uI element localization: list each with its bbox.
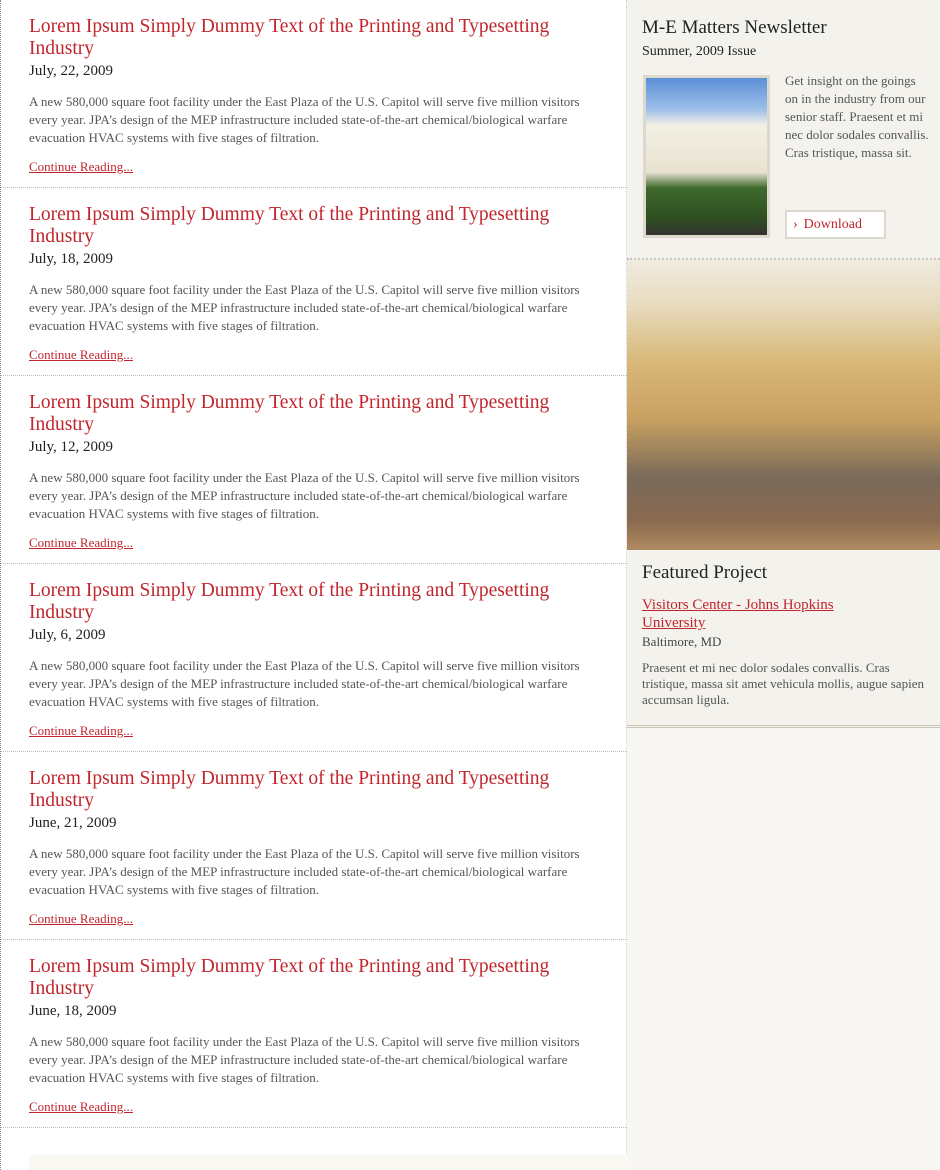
article-date: July, 12, 2009 bbox=[29, 439, 114, 455]
article bbox=[1, 752, 626, 940]
article bbox=[1, 188, 626, 376]
continue-reading-link[interactable]: Continue Reading... bbox=[29, 347, 133, 362]
featured-project-panel bbox=[627, 550, 940, 728]
featured-location: Baltimore, MD bbox=[642, 634, 722, 649]
article bbox=[1, 564, 626, 752]
featured-project-link[interactable]: Visitors Center - Johns Hopkins University bbox=[642, 597, 834, 631]
article-summary: A new 580,000 square foot facility under the East Plaza of the U.S. Capitol will serve five million visitors every year. JPA’s design of the MEP infrastructure included state-of-the-art chemical/biological warfare evacuation HVAC systems with five stages of filtration. bbox=[29, 94, 580, 145]
download-button[interactable] bbox=[785, 210, 886, 239]
article-summary: A new 580,000 square foot facility under the East Plaza of the U.S. Capitol will serve five million visitors every year. JPA’s design of the MEP infrastructure included state-of-the-art chemical/biological warfare evacuation HVAC systems with five stages of filtration. bbox=[29, 1034, 580, 1085]
newsletter-description: Get insight on the goings on in the industry from our senior staff. Praesent et mi nec dolor sodales convallis. Cras tristique, massa sit. bbox=[785, 73, 929, 160]
newsletter-cover-image bbox=[643, 75, 770, 238]
article-date: July, 22, 2009 bbox=[29, 63, 114, 79]
continue-reading-link[interactable]: Continue Reading... bbox=[29, 1099, 133, 1114]
article-date: July, 18, 2009 bbox=[29, 251, 114, 267]
article bbox=[1, 940, 626, 1128]
article-summary: A new 580,000 square foot facility under the East Plaza of the U.S. Capitol will serve five million visitors every year. JPA’s design of the MEP infrastructure included state-of-the-art chemical/biological warfare evacuation HVAC systems with five stages of filtration. bbox=[29, 282, 580, 333]
article-summary: A new 580,000 square foot facility under the East Plaza of the U.S. Capitol will serve five million visitors every year. JPA’s design of the MEP infrastructure included state-of-the-art chemical/biological warfare evacuation HVAC systems with five stages of filtration. bbox=[29, 846, 580, 897]
footer-band bbox=[29, 1155, 627, 1170]
article-summary: A new 580,000 square foot facility under the East Plaza of the U.S. Capitol will serve five million visitors every year. JPA’s design of the MEP infrastructure included state-of-the-art chemical/biological warfare evacuation HVAC systems with five stages of filtration. bbox=[29, 470, 580, 521]
chevron-right-icon: › bbox=[793, 217, 798, 232]
article-title[interactable]: Lorem Ipsum Simply Dummy Text of the Printing and Typesetting Industry bbox=[29, 392, 550, 435]
continue-reading-link[interactable]: Continue Reading... bbox=[29, 535, 133, 550]
article-date: July, 6, 2009 bbox=[29, 627, 106, 643]
sidebar bbox=[627, 0, 940, 1170]
article-title[interactable]: Lorem Ipsum Simply Dummy Text of the Printing and Typesetting Industry bbox=[29, 16, 550, 59]
article-summary: A new 580,000 square foot facility under the East Plaza of the U.S. Capitol will serve five million visitors every year. JPA’s design of the MEP infrastructure included state-of-the-art chemical/biological warfare evacuation HVAC systems with five stages of filtration. bbox=[29, 658, 580, 709]
continue-reading-link[interactable]: Continue Reading... bbox=[29, 911, 133, 926]
article-title[interactable]: Lorem Ipsum Simply Dummy Text of the Printing and Typesetting Industry bbox=[29, 204, 550, 247]
article-title[interactable]: Lorem Ipsum Simply Dummy Text of the Printing and Typesetting Industry bbox=[29, 956, 550, 999]
continue-reading-link[interactable]: Continue Reading... bbox=[29, 723, 133, 738]
featured-project-photo bbox=[627, 260, 940, 550]
article-date: June, 21, 2009 bbox=[29, 815, 117, 831]
newsletter-title: M-E Matters Newsletter bbox=[642, 17, 827, 38]
continue-reading-link[interactable]: Continue Reading... bbox=[29, 159, 133, 174]
featured-title: Featured Project bbox=[642, 562, 768, 583]
newsletter-panel bbox=[627, 0, 940, 260]
download-label: Download bbox=[803, 217, 862, 232]
article-title[interactable]: Lorem Ipsum Simply Dummy Text of the Printing and Typesetting Industry bbox=[29, 768, 550, 811]
article-date: June, 18, 2009 bbox=[29, 1003, 117, 1019]
newsletter-issue: Summer, 2009 Issue bbox=[642, 44, 757, 59]
article bbox=[1, 376, 626, 564]
article-title[interactable]: Lorem Ipsum Simply Dummy Text of the Printing and Typesetting Industry bbox=[29, 580, 550, 623]
featured-description: Praesent et mi nec dolor sodales convallis. Cras tristique, massa sit amet vehicula mollis, augue sapien accumsan ligula. bbox=[642, 660, 924, 707]
article bbox=[1, 0, 626, 188]
